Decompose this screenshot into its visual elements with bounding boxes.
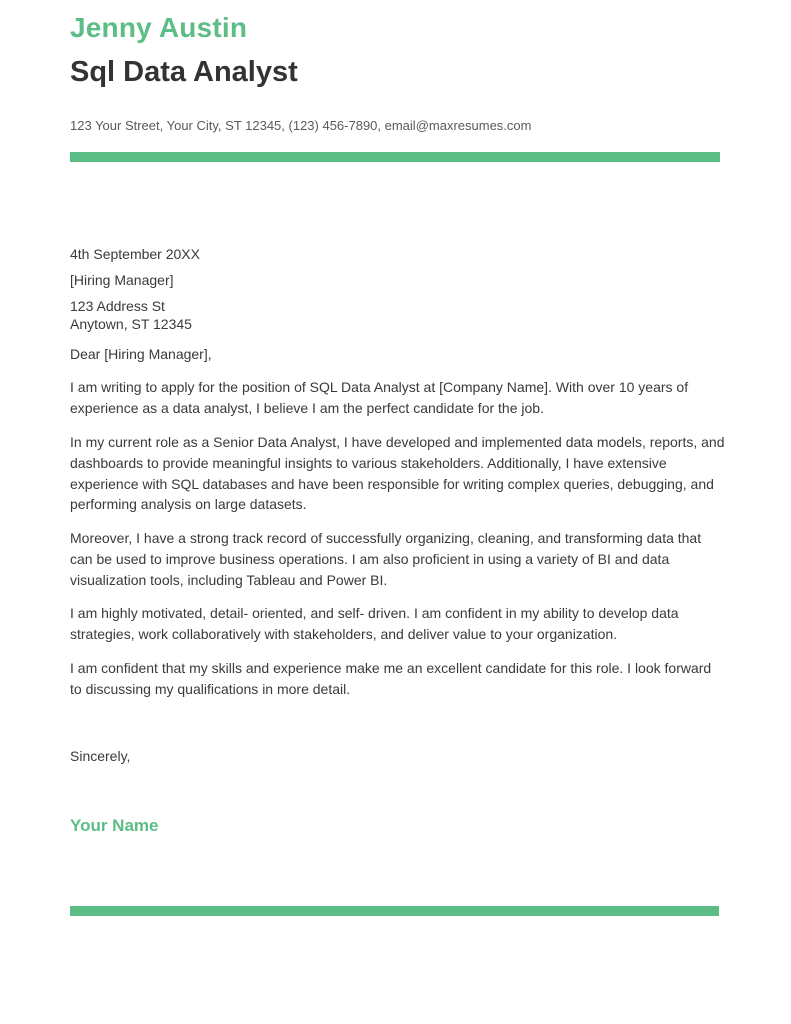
recipient-address-line2: Anytown, ST 12345	[70, 316, 192, 332]
salutation: Dear [Hiring Manager],	[70, 346, 212, 362]
recipient-name: [Hiring Manager]	[70, 272, 174, 288]
job-title: Sql Data Analyst	[70, 56, 298, 88]
signature-name: Your Name	[70, 816, 159, 835]
header-divider	[70, 152, 720, 162]
body-paragraph-3: Moreover, I have a strong track record of successfully organizing, cleaning, and transforming data that can be used to improve business operations. I am also proficient in using a variety of BI and data visualization tools, including Tableau and Power BI.	[70, 530, 702, 588]
body-paragraph-1: I am writing to apply for the position of SQL Data Analyst at [Company Name]. With over 10 years of experience as a data analyst, I believe I am the perfect candidate for the job.	[70, 379, 689, 416]
footer-divider	[70, 906, 719, 916]
body-paragraph-4: I am highly motivated, detail- oriented, and self- driven. I am confident in my ability to develop data strategies, work collaboratively with stakeholders, and deliver value to your organization.	[70, 605, 679, 642]
body-paragraph-5: I am confident that my skills and experience make me an excellent candidate for this role. I look forward to discussing my qualifications in more detail.	[70, 660, 712, 697]
contact-info: 123 Your Street, Your City, ST 12345, (123) 456-7890, email@maxresumes.com	[70, 118, 532, 133]
letter-date: 4th September 20XX	[70, 246, 200, 262]
applicant-name: Jenny Austin	[70, 12, 248, 43]
closing: Sincerely,	[70, 748, 131, 764]
recipient-address-line1: 123 Address St	[70, 298, 165, 314]
body-paragraph-2: In my current role as a Senior Data Analyst, I have developed and implemented data models, reports, and dashboards to provide meaningful insights to various stakeholders. Additionally, I have extensive experience with SQL databases and have been responsible for writing complex queries, debugging, and performing analysis on large datasets.	[70, 434, 725, 513]
